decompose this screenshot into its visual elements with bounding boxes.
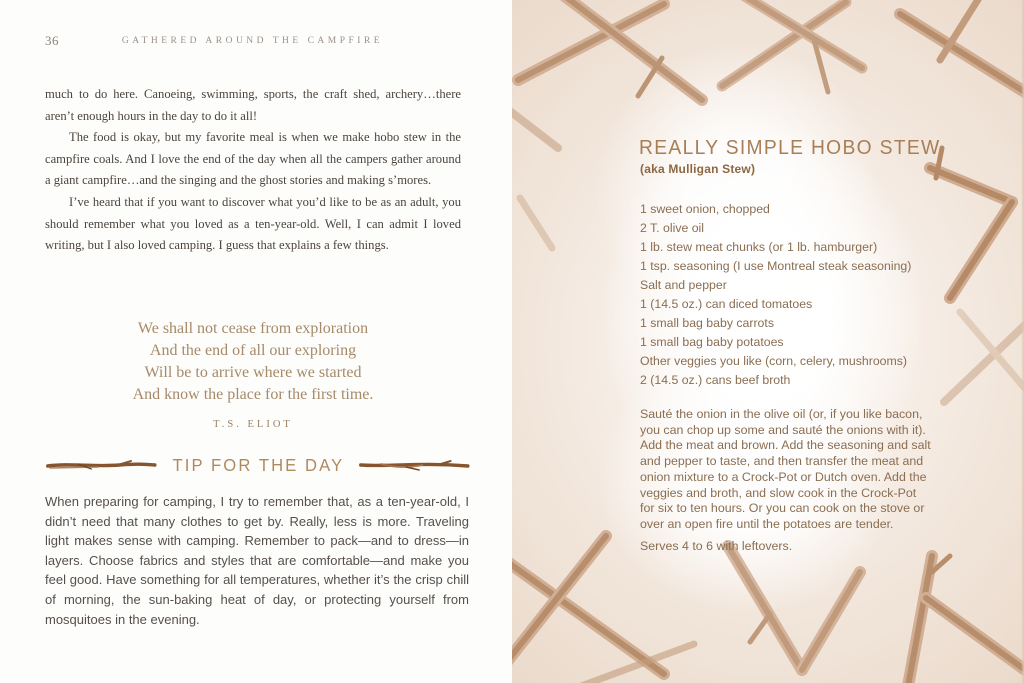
poem-line: Will be to arrive where we started: [144, 364, 362, 381]
ingredient-item: 1 sweet onion, chopped: [640, 202, 770, 216]
ingredient-item: Salt and pepper: [640, 278, 727, 292]
ingredient-item: 1 small bag baby potatoes: [640, 335, 784, 349]
body-paragraph: I’ve heard that if you want to discover what you’d like to be as an adult, you should remember what you loved as a ten-year-old. Well, I can admit I loved writing, but I also loved camping. I guess that explains a few things.: [45, 194, 461, 253]
tip-body: When preparing for camping, I try to remember that, as a ten-year-old, I didn’t need that many clothes to get by. Really, less is more. Traveling light makes sense with camping. Remember to pack—and to dress—in layers. Choose fabrics and styles that are comfortable—and make you feel good. Have something for all temperatures, whether it’s the crisp chill of morning, the sun-baking heat of day, or protecting yourself from mosquitoes in the evening.: [45, 494, 469, 627]
twig-divider-right-icon: [358, 456, 471, 474]
recipe-title: REALLY SIMPLE HOBO STEW: [639, 136, 941, 159]
poem-line: And know the place for the first time.: [132, 386, 374, 403]
ingredient-item: 2 T. olive oil: [640, 221, 705, 235]
twig-divider-left-icon: [45, 456, 158, 474]
ingredient-item: 1 tsp. seasoning (I use Montreal steak seasoning): [640, 259, 912, 273]
poem-line: We shall not cease from exploration: [137, 320, 369, 337]
poem-attribution: T.S. ELIOT: [213, 419, 293, 430]
ingredient-item: 1 small bag baby carrots: [640, 316, 774, 330]
ingredient-item: 1 (14.5 oz.) can diced tomatoes: [640, 297, 813, 311]
body-paragraph: The food is okay, but my favorite meal is when we make hobo stew in the campfire coals. And I love the end of the day when all the campers gather around a giant campfire…and the singing and the ghost stories and making s’mores.: [45, 130, 461, 188]
body-paragraph: much to do here. Canoeing, swimming, sports, the craft shed, archery…there aren’t enough hours in the day to do it all!: [45, 87, 461, 123]
tip-divider: [45, 452, 471, 478]
ingredient-item: 2 (14.5 oz.) cans beef broth: [640, 373, 791, 387]
ingredient-list: [640, 200, 970, 390]
page-number: 36: [45, 33, 59, 48]
poem-quote: [45, 318, 461, 436]
recipe-instructions: Sauté the onion in the olive oil (or, if you like bacon, you can chop up some and sauté the onions with it). Add the meat and brown. Add the seasoning and salt and pepper to taste, and then transfer the meat and onion mixture to a Crock-Pot or Dutch oven. Add the veggies and broth, and slow cook in the Crock-Pot for six to ten hours. Or you can cook on the stove or over an open fire until the potatoes are tender.: [640, 407, 931, 531]
recipe-serves: Serves 4 to 6 with leftovers.: [640, 539, 793, 553]
recipe-subtitle: (aka Mulligan Stew): [640, 162, 756, 176]
body-text-block: [45, 84, 461, 257]
poem-line: And the end of all our exploring: [149, 342, 357, 359]
right-page: [512, 0, 1024, 683]
recipe-panel: [512, 0, 1024, 683]
ingredient-item: Other veggies you like (corn, celery, mushrooms): [640, 354, 907, 368]
ingredient-item: 1 lb. stew meat chunks (or 1 lb. hamburger): [640, 240, 878, 254]
running-head: GATHERED AROUND THE CAMPFIRE: [121, 36, 384, 46]
tip-heading: TIP FOR THE DAY: [172, 454, 344, 475]
